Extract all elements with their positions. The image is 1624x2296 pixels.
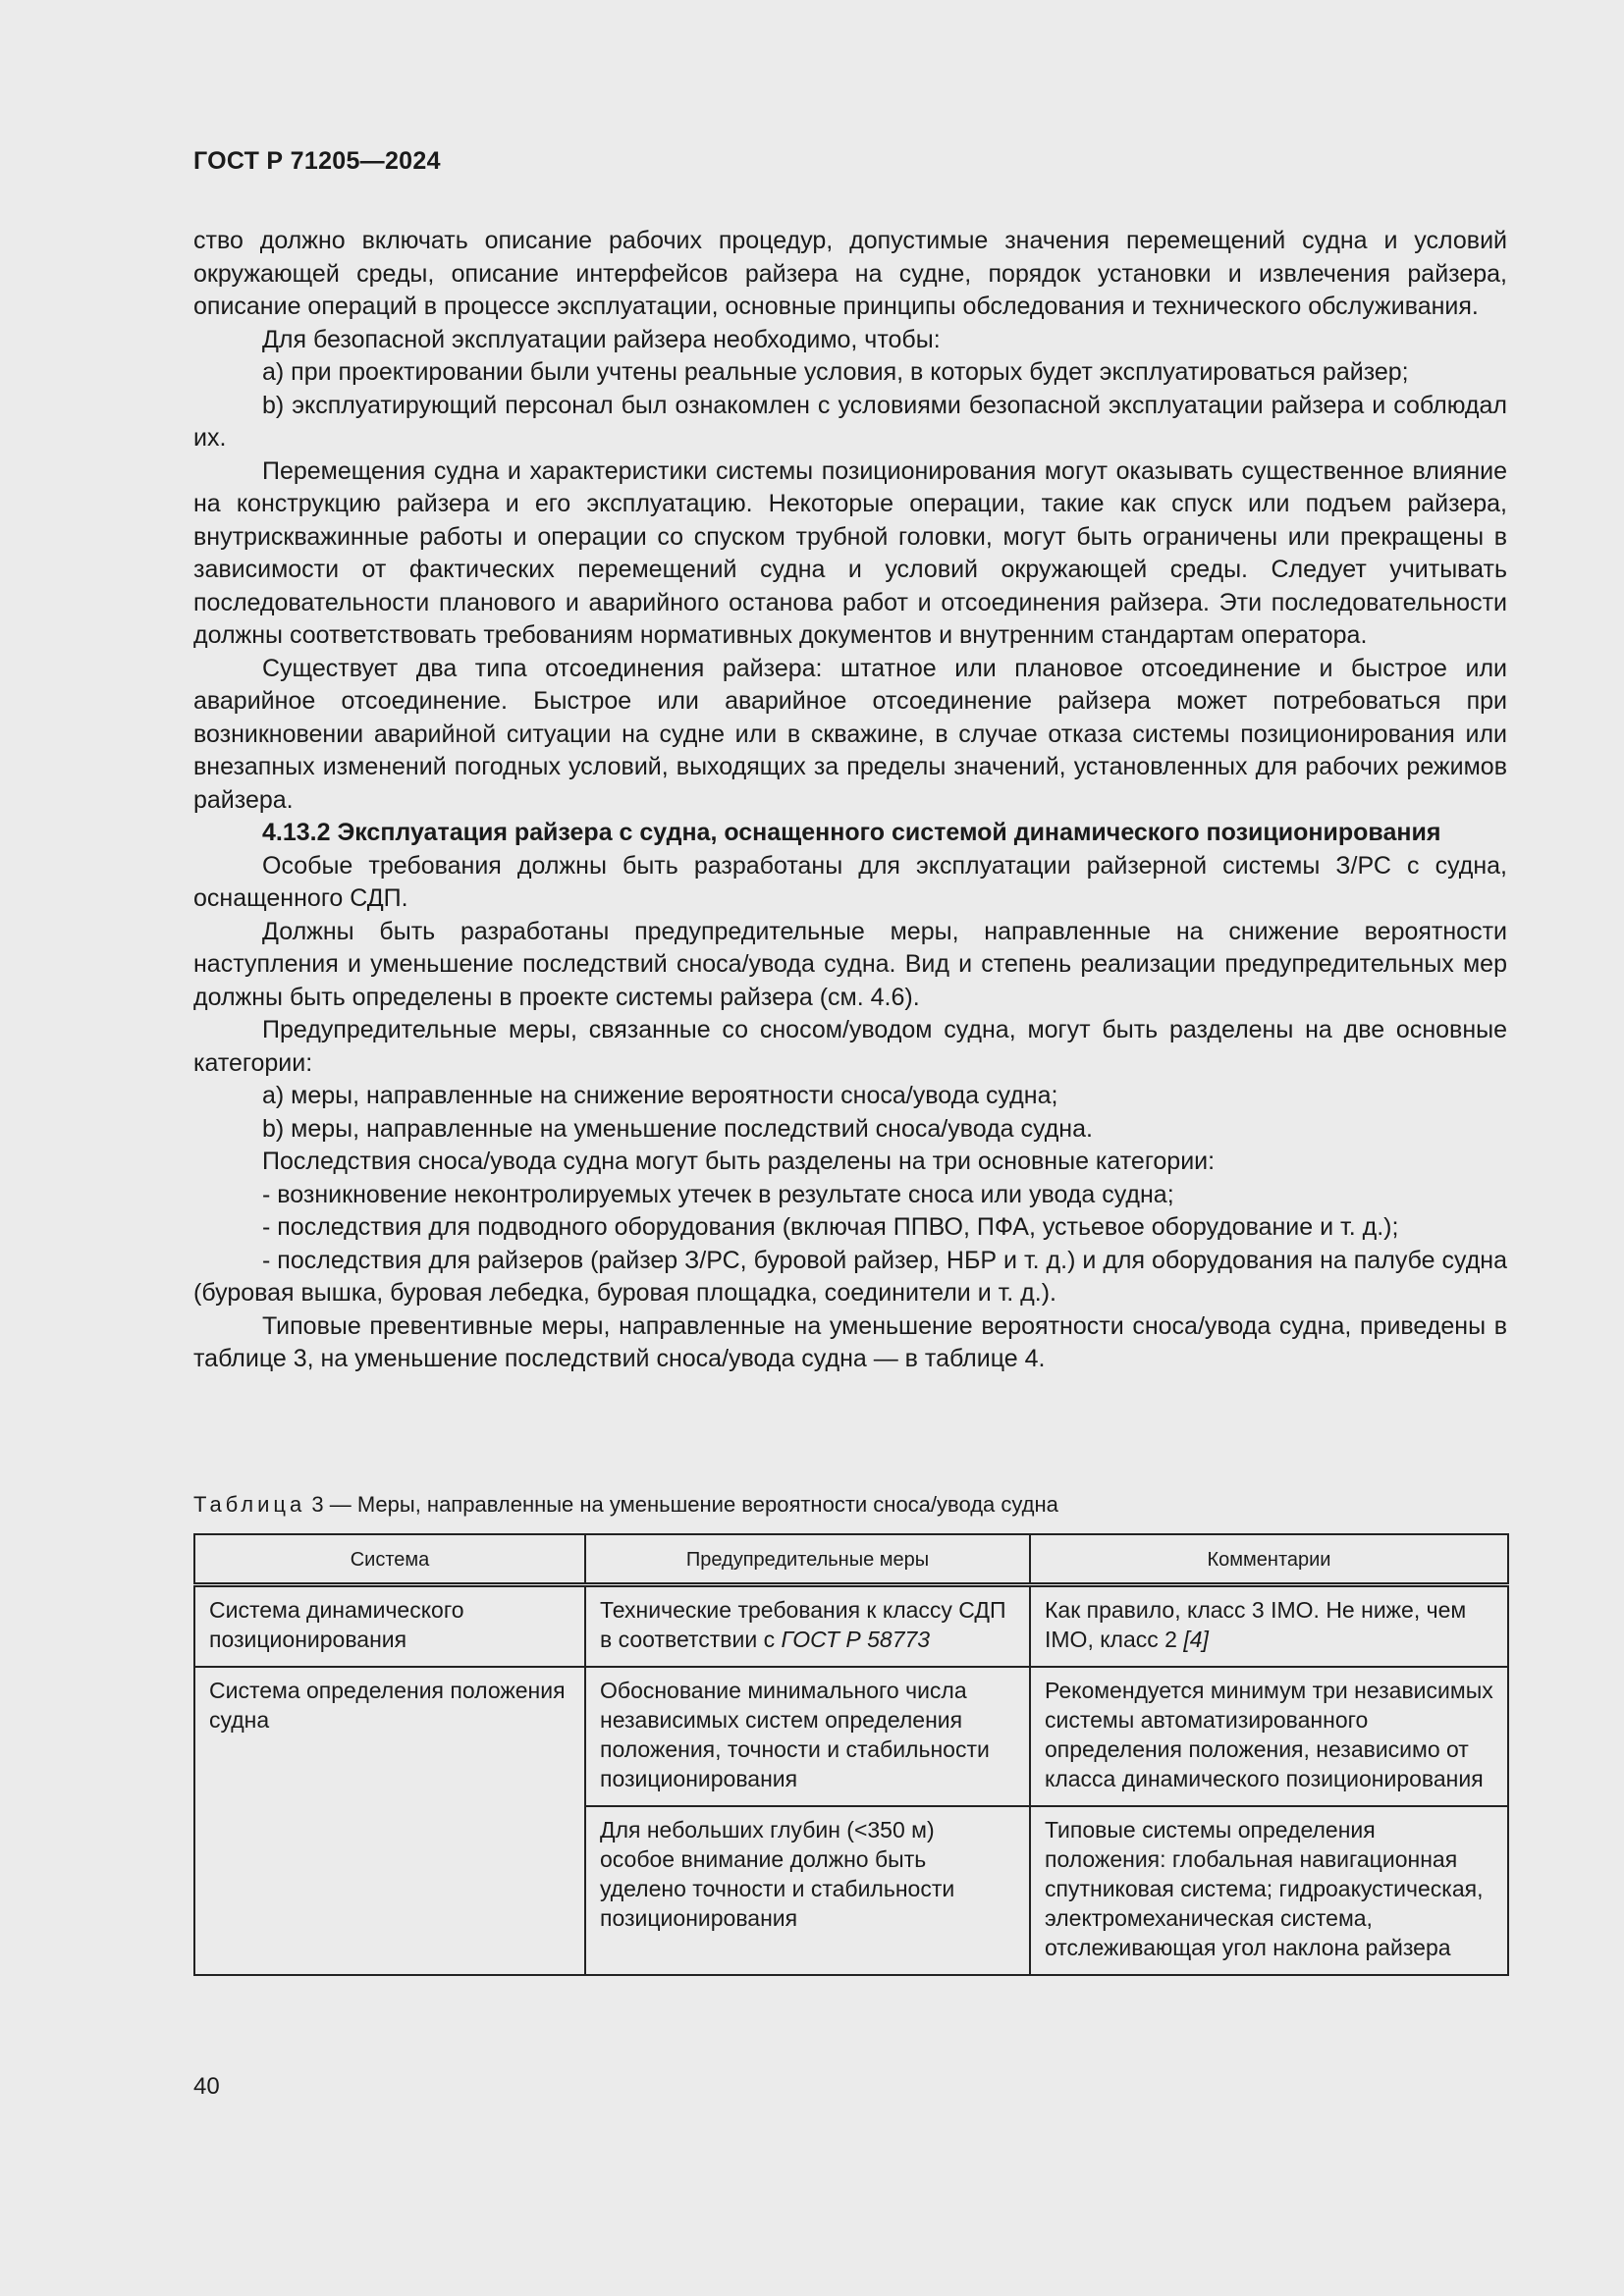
table-caption-text: 3 — Меры, направленные на уменьшение вероятности сноса/увода судна bbox=[305, 1492, 1058, 1517]
column-header-system: Система bbox=[194, 1534, 585, 1585]
table-caption-label: Таблица bbox=[193, 1492, 306, 1517]
table-header-row bbox=[194, 1534, 1508, 1585]
paragraph: Типовые превентивные меры, направленные на уменьшение вероятности сноса/увода судна, приведены в таблице 3, на уменьшение последствий сноса/увода судна — в таблице 4. bbox=[193, 1311, 1507, 1372]
measures-table bbox=[193, 1533, 1509, 1976]
cell-measures: Для небольших глубин (<350 м) особое внимание должно быть уделено точности и стабильности позиционирования bbox=[585, 1806, 1030, 1975]
list-item: b) меры, направленные на уменьшение последствий сноса/увода судна. bbox=[262, 1114, 1093, 1143]
paragraph: ство должно включать описание рабочих процедур, допустимые значения перемещений судна и условий окружающей среды, описание интерфейсов райзера на судне, порядок установки и извлечения райзера, описание операций в процессе эксплуатации, основные принципы обследования и технического обслуживания. bbox=[193, 227, 1507, 320]
paragraph: Особые требования должны быть разработаны для эксплуатации райзерной системы З/РС с судна, оснащенного СДП. bbox=[193, 851, 1507, 912]
cell-measures: Обоснование минимального числа независимых систем определения положения, точности и стабильности позиционирования bbox=[585, 1667, 1030, 1806]
document-header: ГОСТ Р 71205—2024 bbox=[193, 147, 441, 175]
table-row bbox=[194, 1585, 1508, 1668]
list-item: - последствия для подводного оборудования (включая ППВО, ПФА, устьевое оборудование и т. д.); bbox=[262, 1213, 1399, 1241]
cell-comments: Типовые системы определения положения: глобальная навигационная спутниковая система; гидроакустическая, электромеханическая система, отслеживающая угол наклона райзера bbox=[1030, 1806, 1508, 1975]
list-item: a) меры, направленные на снижение вероятности сноса/увода судна; bbox=[262, 1082, 1058, 1109]
body-text bbox=[193, 225, 1507, 1376]
column-header-comments: Комментарии bbox=[1030, 1534, 1508, 1585]
column-header-measures: Предупредительные меры bbox=[585, 1534, 1030, 1585]
cell-comments: Как правило, класс 3 IMO. Не ниже, чем IMO, класс 2 [4] bbox=[1030, 1585, 1508, 1668]
bibliography-reference: [4] bbox=[1183, 1627, 1209, 1652]
table-row bbox=[194, 1667, 1508, 1806]
paragraph: Должны быть разработаны предупредительные меры, направленные на снижение вероятности наступления и уменьшение последствий сноса/увода судна. Вид и степень реализации предупредительных мер должны быть определены в проекте системы райзера (см. 4.6). bbox=[193, 917, 1507, 1011]
paragraph: Для безопасной эксплуатации райзера необходимо, чтобы: bbox=[262, 325, 941, 353]
paragraph: Предупредительные меры, связанные со сносом/уводом судна, могут быть разделены на две основные категории: bbox=[193, 1016, 1507, 1077]
paragraph: Существует два типа отсоединения райзера: штатное или плановое отсоединение и быстрое или аварийное отсоединение. Быстрое или аварийное отсоединение райзера может потребоваться при возникновении аварийной ситуации на судне или в скважине, в случае отказа системы позиционирования или внезапных изменений погодных условий, выходящих за пределы значений, установленных для рабочих режимов райзера. bbox=[193, 654, 1507, 814]
list-item: a) при проектировании были учтены реальные условия, в которых будет эксплуатироваться райзер; bbox=[262, 358, 1409, 386]
paragraph: Последствия сноса/увода судна могут быть разделены на три основные категории: bbox=[262, 1148, 1216, 1175]
table-caption bbox=[193, 1492, 1058, 1518]
cell-measures: Технические требования к классу СДП в соответствии с ГОСТ Р 58773 bbox=[585, 1585, 1030, 1668]
list-item: - возникновение неконтролируемых утечек в результате сноса или увода судна; bbox=[262, 1180, 1174, 1208]
section-heading: 4.13.2 Эксплуатация райзера с судна, оснащенного системой динамического позиционирования bbox=[262, 819, 1441, 846]
paragraph: Перемещения судна и характеристики системы позиционирования могут оказывать существенное влияние на конструкцию райзера и его эксплуатацию. Некоторые операции, такие как спуск или подъем райзера, внутрискважинные работы и операции со спуском трубной головки, могут быть ограничены или прекращены в зависимости от фактических перемещений судна и условий окружающей среды. Следует учитывать последовательности планового и аварийного останова работ и отсоединения райзера. Эти последовательности должны соответствовать требованиям нормативных документов и внутренним стандартам оператора. bbox=[193, 456, 1507, 649]
cell-comments: Рекомендуется минимум три независимых системы автоматизированного определения положения, независимо от класса динамического позиционирования bbox=[1030, 1667, 1508, 1806]
cell-system: Система определения положения судна bbox=[194, 1667, 585, 1975]
list-item: - последствия для райзеров (райзер З/РС, буровой райзер, НБР и т. д.) и для оборудования на палубе судна (буровая вышка, буровая лебедка, буровая площадка, соединители и т. д.). bbox=[193, 1246, 1507, 1307]
cell-system: Система динамического позиционирования bbox=[194, 1585, 585, 1668]
page-number: 40 bbox=[193, 2073, 220, 2100]
list-item: b) эксплуатирующий персонал был ознакомлен с условиями безопасной эксплуатации райзера и соблюдал их. bbox=[193, 391, 1507, 452]
standard-reference: ГОСТ Р 58773 bbox=[781, 1627, 931, 1652]
